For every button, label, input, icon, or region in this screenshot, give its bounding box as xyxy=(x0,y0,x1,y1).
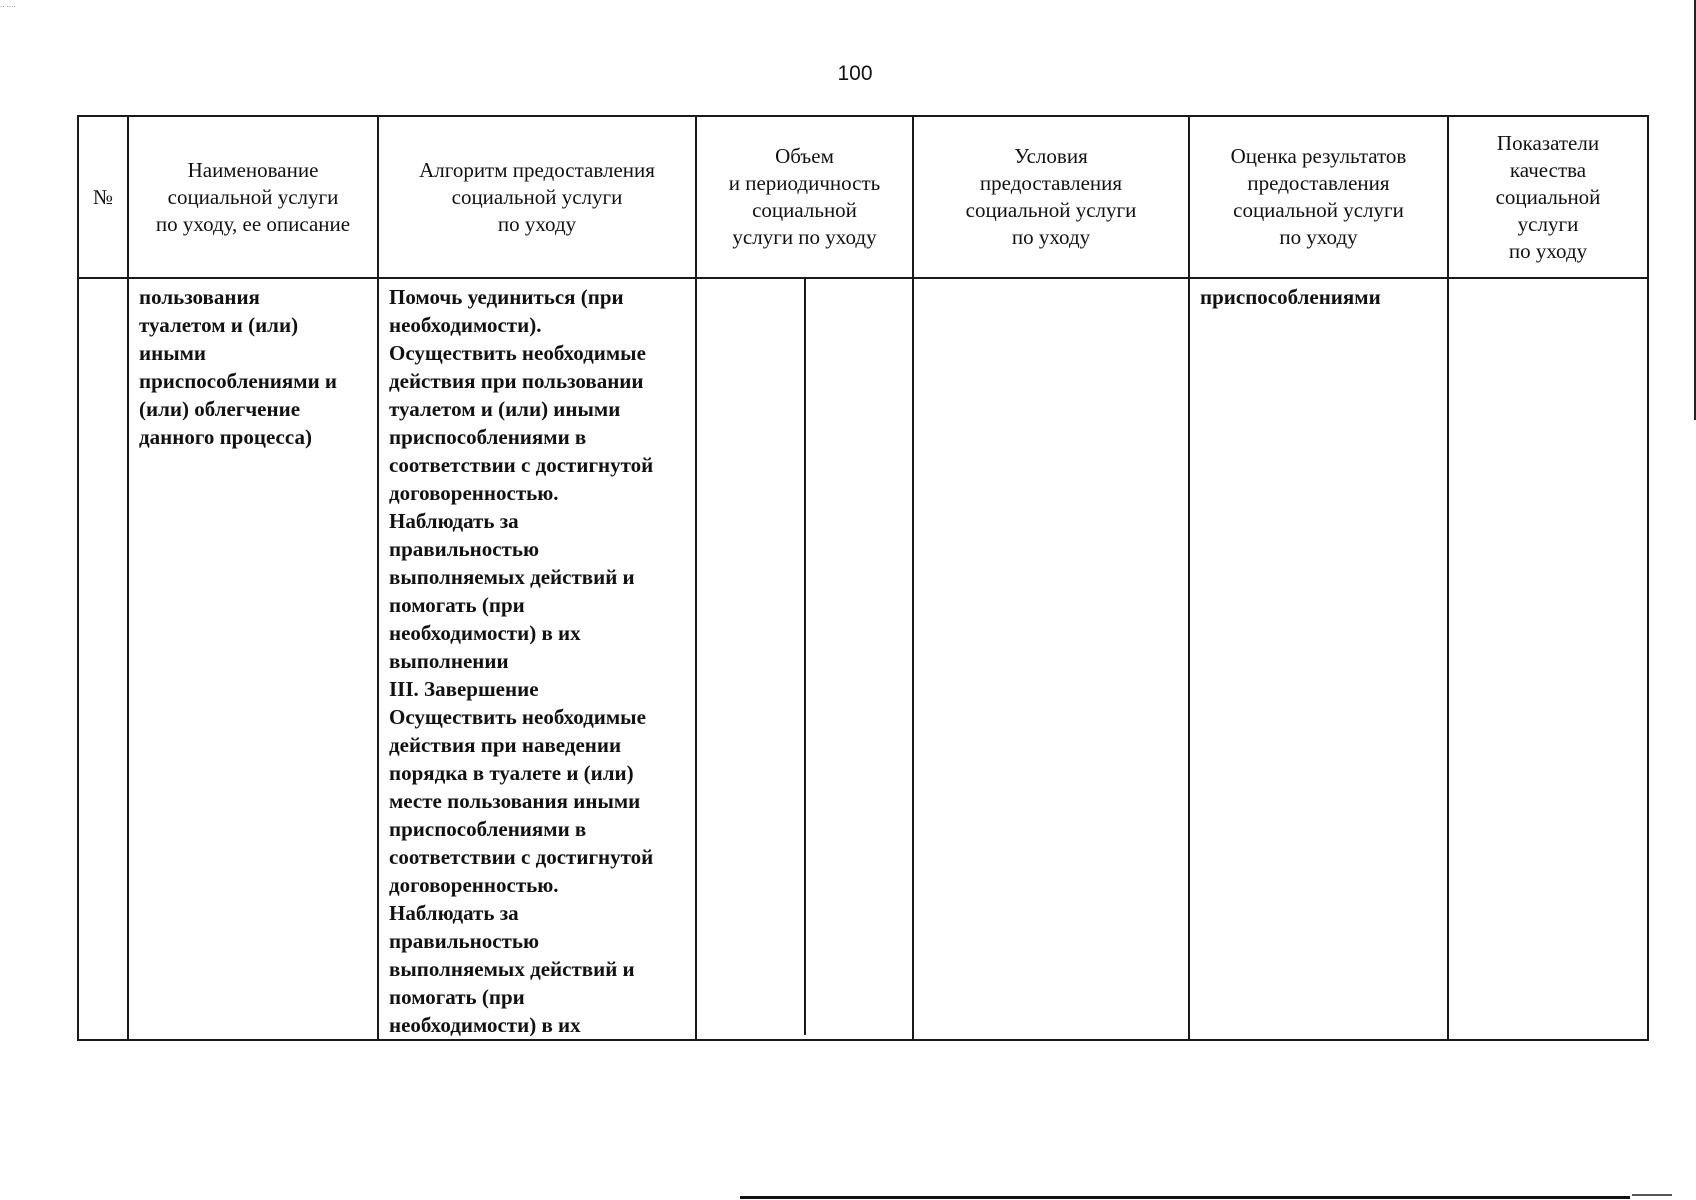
header-algorithm xyxy=(378,116,696,278)
text-line: помогать (при xyxy=(389,985,525,1009)
text-line: социальной услуги xyxy=(1233,198,1404,222)
text-line: соответствии с достигнутой xyxy=(389,845,654,869)
text-line: порядка в туалете и (или) xyxy=(389,761,634,785)
text-line: соответствии с достигнутой xyxy=(389,453,654,477)
text-line: по уходу xyxy=(1279,225,1358,249)
text-line: туалетом и (или) xyxy=(139,313,299,337)
text-line: Наблюдать за xyxy=(389,509,519,533)
cell-volume xyxy=(696,278,913,1040)
cell-evaluation xyxy=(1189,278,1448,1040)
text-line: по уходу xyxy=(1508,238,1588,263)
cell-algorithm xyxy=(378,278,696,1040)
services-table xyxy=(77,115,1649,1041)
text-line: услуги по уходу xyxy=(732,225,877,249)
text-line: по уходу xyxy=(497,211,577,236)
text-line: приспособлениями в xyxy=(389,817,587,841)
text-line: правильностью xyxy=(389,537,539,561)
page-number: 100 xyxy=(837,62,873,85)
text-line: месте пользования иными xyxy=(389,789,641,813)
text-line: действия при пользовании xyxy=(389,369,644,393)
text-line: договоренностью. xyxy=(389,481,559,505)
text-line: Осуществить необходимые xyxy=(389,341,646,365)
text-line: № xyxy=(92,184,114,209)
text-line: социальной услуги xyxy=(451,184,623,209)
text-line: данного процесса) xyxy=(139,425,312,449)
text-line: и периодичность xyxy=(728,171,881,195)
text-line: предоставления xyxy=(979,171,1123,195)
text-line: выполняемых действий и xyxy=(389,565,635,589)
text-line: Оценка результатов xyxy=(1230,144,1407,168)
cell-conditions xyxy=(913,278,1189,1040)
text-line: Наблюдать за xyxy=(389,901,519,925)
text-line: Условия xyxy=(1014,144,1088,168)
text-line: приспособлениями и xyxy=(139,369,338,393)
header-name xyxy=(128,116,378,278)
scan-corner-marks: .. .... xyxy=(0,0,16,9)
cell-volume-frequency xyxy=(806,279,913,1035)
text-line: туалетом и (или) иными xyxy=(389,397,621,421)
text-line: Алгоритм предоставления xyxy=(419,157,655,182)
bottom-rule-end xyxy=(1632,1194,1672,1196)
text-line: приспособлениями xyxy=(1200,285,1381,309)
cell-num xyxy=(78,278,128,1040)
text-line: пользования xyxy=(139,285,260,309)
text-line: социальной xyxy=(752,198,857,222)
header-conditions xyxy=(913,116,1189,278)
text-line: Помочь уединиться (при xyxy=(389,285,624,309)
text-line: выполнении xyxy=(389,649,509,673)
text-line: услуги xyxy=(1517,211,1579,236)
text-line: договоренностью. xyxy=(389,873,559,897)
text-line: III. Завершение xyxy=(389,677,539,701)
text-line: помогать (при xyxy=(389,593,525,617)
text-line: Показатели xyxy=(1496,130,1600,155)
header-quality xyxy=(1448,116,1648,278)
text-line: Наименование xyxy=(187,157,319,182)
text-line: предоставления xyxy=(1247,171,1390,195)
table-row xyxy=(78,278,1648,1040)
text-line: приспособлениями в xyxy=(389,425,587,449)
text-line: действия при наведении xyxy=(389,733,622,757)
text-line: по уходу xyxy=(1011,225,1091,249)
text-line: необходимости). xyxy=(389,313,542,337)
header-evaluation xyxy=(1189,116,1448,278)
text-line: необходимости) в их xyxy=(389,621,581,645)
header-volume xyxy=(696,116,913,278)
text-line: социальной услуги xyxy=(965,198,1137,222)
text-line: качества xyxy=(1509,157,1587,182)
text-line: по уходу, ее описание xyxy=(155,211,351,236)
text-line: правильностью xyxy=(389,929,539,953)
text-line: Объем xyxy=(775,144,834,168)
cell-name xyxy=(128,278,378,1040)
table-header-row xyxy=(78,116,1648,278)
text-line: иными xyxy=(139,341,206,365)
bottom-rule xyxy=(740,1196,1630,1199)
text-line: (или) облегчение xyxy=(139,397,301,421)
text-line: социальной xyxy=(1495,184,1601,209)
text-line: социальной услуги xyxy=(167,184,339,209)
cell-quality xyxy=(1448,278,1648,1040)
text-line: выполняемых действий и xyxy=(389,957,635,981)
text-line: Осуществить необходимые xyxy=(389,705,646,729)
text-line: необходимости) в их xyxy=(389,1013,581,1037)
header-num xyxy=(78,116,128,278)
cell-volume-amount xyxy=(697,279,806,1035)
